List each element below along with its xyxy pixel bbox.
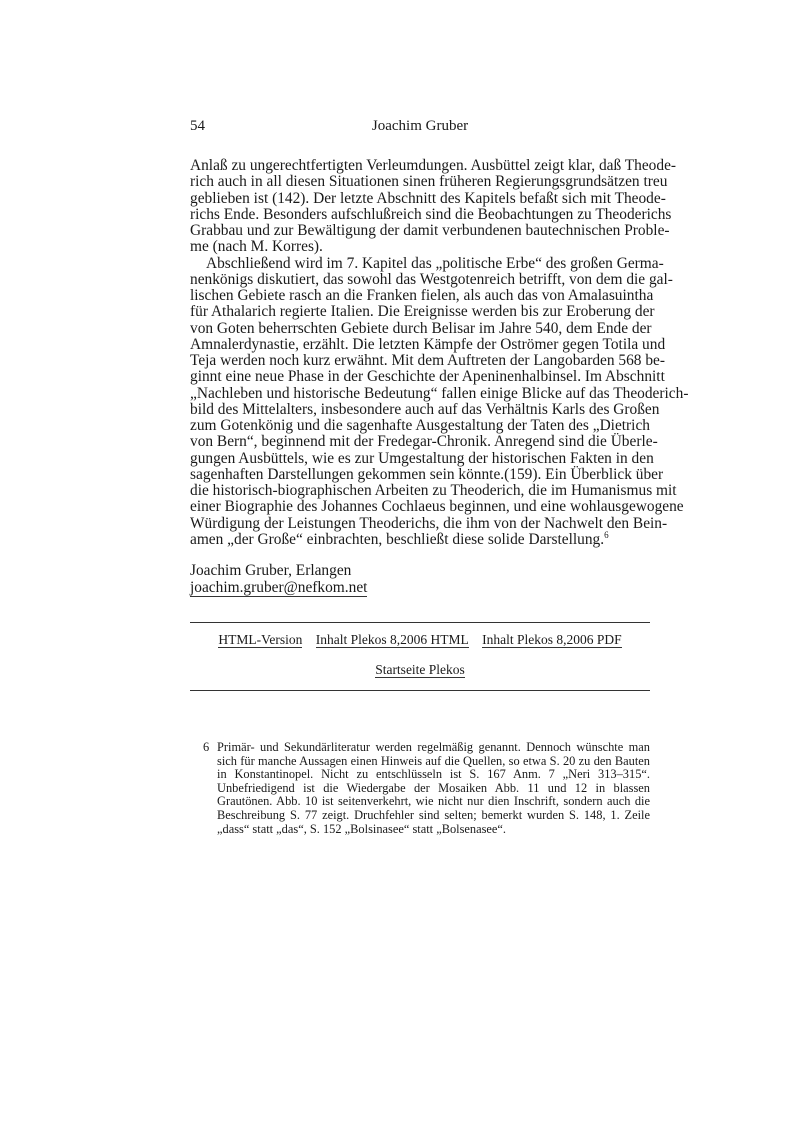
paragraph: [190, 254, 689, 549]
text-line: „Nachleben und historische Bedeutung“ fallen einige Blicke auf das Theoderich-: [190, 384, 689, 402]
page-number: 54: [190, 118, 205, 134]
signature: [190, 562, 367, 596]
paragraph: [190, 157, 677, 256]
text-line: nenkönigs diskutiert, das sowohl das Westgotenreich betrifft, von dem die gal-: [190, 270, 673, 288]
text-line: Amnalerdynastie, erzählt. Die letzten Kämpfe der Oströmer gegen Totila und: [190, 335, 666, 353]
divider: [190, 622, 650, 623]
text-line: Grabbau und zur Bewältigung der damit verbundenen bautechnischen Proble-: [190, 222, 670, 239]
text-line: lischen Gebiete rasch an die Franken fielen, als auch das von Amalasuintha: [190, 287, 654, 304]
signature-name: Joachim Gruber, Erlangen: [190, 562, 352, 579]
email-link[interactable]: joachim.gruber@nefkom.net: [190, 579, 368, 596]
startseite-link[interactable]: Startseite Plekos: [375, 662, 465, 677]
text-line: ginnt eine neue Phase in der Geschichte der Apeninenhalbinsel. Im Abschnitt: [190, 368, 665, 386]
footnote: [203, 741, 650, 836]
text-line: bild des Mittelalters, insbesondere auch auf das Verhältnis Karls des Großen: [190, 400, 660, 418]
review-body: [190, 157, 689, 548]
divider: [190, 690, 650, 691]
html-version-link[interactable]: HTML-Version: [218, 632, 303, 647]
footnote-reference: 6: [604, 529, 609, 540]
inhalt-html-link[interactable]: Inhalt Plekos 8,2006 HTML: [315, 632, 469, 647]
text-line: geblieben ist (142). Der letzte Abschnitt des Kapitels befaßt sich mit Theode-: [190, 189, 666, 207]
text-line: sagenhaften Darstellungen gekommen sein könnte.(159). Ein Überblick über: [190, 465, 664, 483]
text-line: gungen Ausbüttels, wie es zur Umgestaltung der historischen Fakten in den: [190, 449, 654, 467]
text-line: Abschließend wird im 7. Kapitel das „politische Erbe“ des großen Germa-: [206, 254, 664, 272]
footnote-number: 6: [203, 740, 210, 754]
text-line: von Goten beherrschten Gebiete durch Belisar im Jahre 540, dem Ende der: [190, 319, 652, 337]
text-line: für Athalarich regierte Italien. Die Ereignisse werden bis zur Eroberung der: [190, 303, 655, 321]
text-line: rich auch in all diesen Situationen sinen früheren Regierungsgrundsätzen treu: [190, 173, 668, 191]
nav-links-2: [190, 662, 650, 678]
text-line: die historisch-biographischen Arbeiten zu Theoderich, die im Humanismus mit: [190, 482, 677, 499]
inhalt-pdf-link[interactable]: Inhalt Plekos 8,2006 PDF: [482, 632, 622, 647]
text-line: amen „der Große“ einbrachten, beschließt diese solide Darstellung.$^6$: [190, 529, 609, 548]
running-author: Joachim Gruber: [371, 118, 469, 134]
text-line: Teja werden noch kurz erwähnt. Mit dem Auftreten der Langobarden 568 be-: [190, 352, 665, 369]
text-line: von Bern“, beginnend mit der Fredegar-Chronik. Anregend sind die Überle-: [190, 433, 658, 451]
text-line: einer Biographie des Johannes Cochlaeus beginnen, und eine wohlausgewogene: [190, 498, 684, 516]
text-line: Würdigung der Leistungen Theoderichs, die ihm von der Nachwelt den Bein-: [190, 514, 668, 532]
text-line: Anlaß zu ungerechtfertigten Verleumdungen. Ausbüttel zeigt klar, daß Theode-: [190, 157, 677, 174]
footnote-text: Primär- und Sekundärliteratur werden regelmäßig genannt. Dennoch wünschte man sich für manche Aussagen einen Hinweis auf die Quellen, so etwa S. 20 zu den Bauten in Konstantinopel. Nicht zu entschlüsseln ist S. 167 Anm. 7 „Neri 313–315“. Unbefriedigend ist die Wiedergabe der Mosaiken Abb. 11 und 12 in blassen Grautönen. Abb. 10 ist seitenverkehrt, wie nicht nur dien Inschrift, sondern auch die Beschreibung S. 77 zeigt. Druchfehler sind selten; bemerkt wurden S. 148, 1. Zeile „dass“ statt „das“, S. 152 „Bolsinasee“ statt „Bolsenasee“.: [217, 740, 650, 836]
text-line: me (nach M. Korres).: [190, 238, 323, 256]
text-line: zum Gotenkönig und die sagenhafte Ausgestaltung der Taten des „Dietrich: [190, 417, 650, 434]
nav-links: [190, 632, 650, 648]
text-line: richs Ende. Besonders aufschlußreich sind die Beobachtungen zu Theoderichs: [190, 205, 672, 223]
